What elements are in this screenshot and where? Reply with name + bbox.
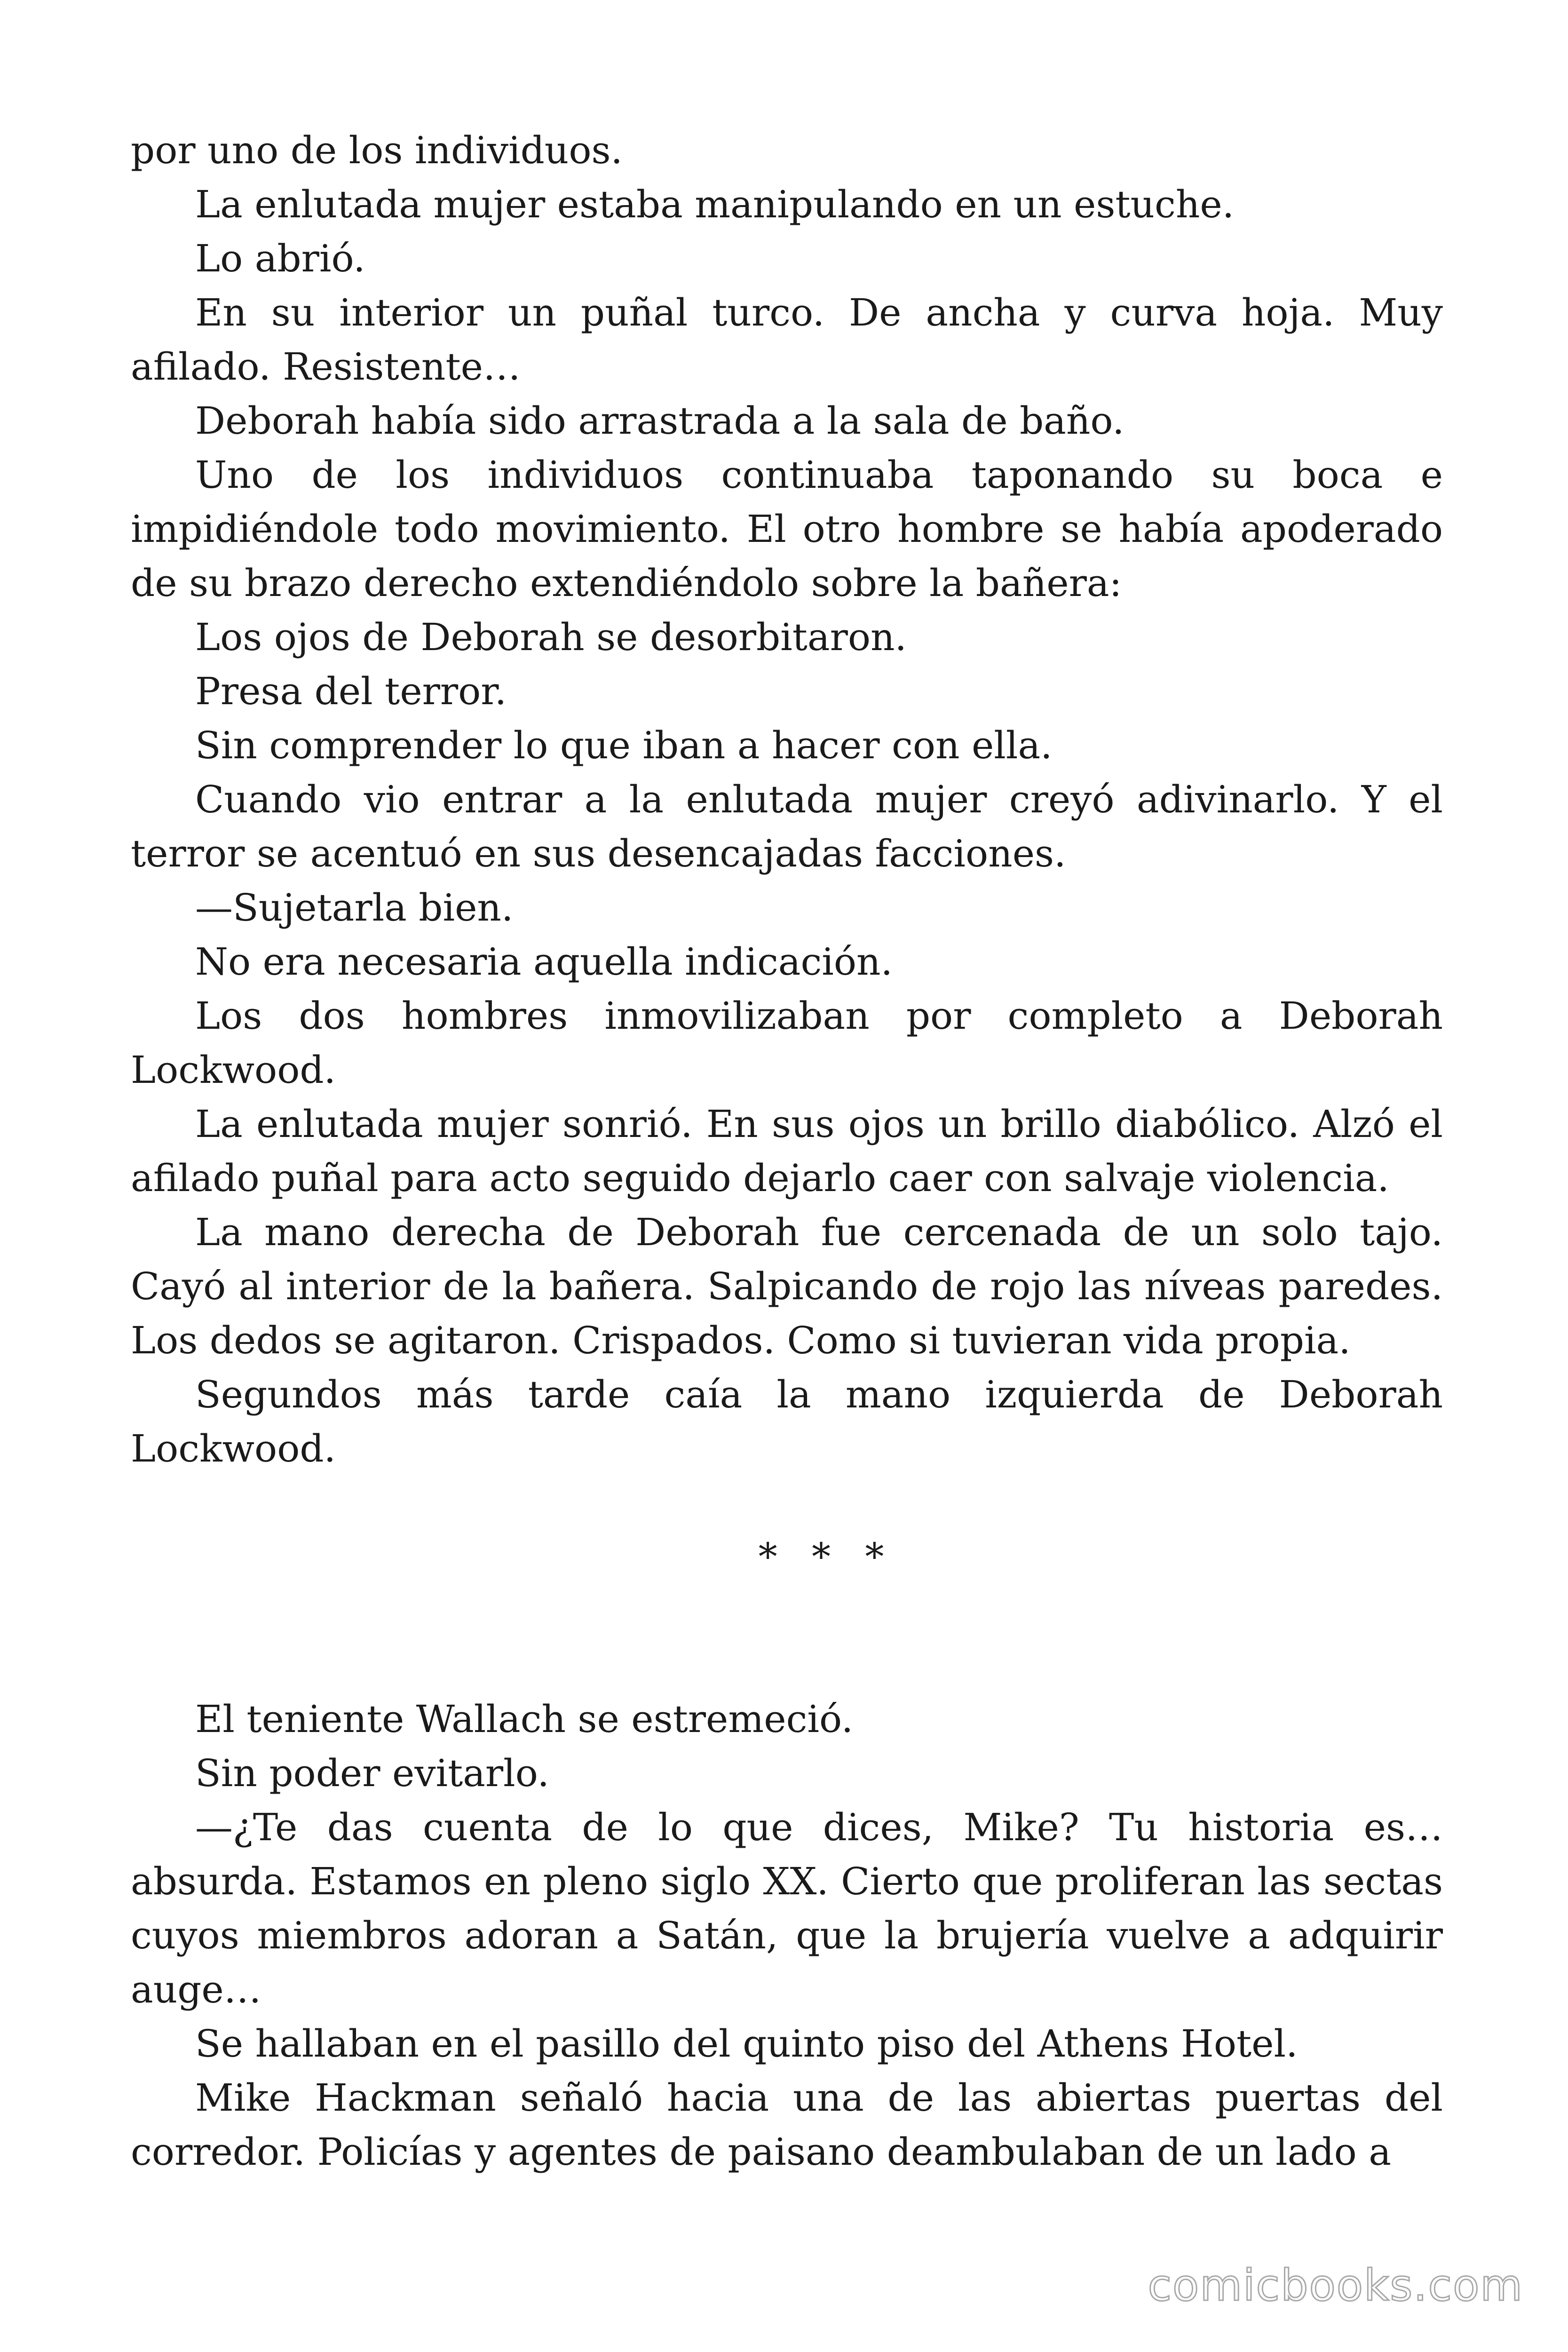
paragraph: Lo abrió. bbox=[195, 237, 365, 280]
paragraph: Los ojos de Deborah se desorbitaron. bbox=[195, 615, 907, 659]
paragraph: La enlutada mujer estaba manipulando en un estuche. bbox=[195, 183, 1235, 226]
section-separator: * * * bbox=[758, 1535, 895, 1579]
paragraph: por uno de los individuos. bbox=[131, 128, 623, 172]
paragraph: El teniente Wallach se estremeció. bbox=[195, 1697, 854, 1741]
paragraph: Presa del terror. bbox=[195, 669, 507, 713]
paragraph: Cuando vio entrar a la enlutada mujer creyó adivinarlo. Y el terror se acentuó en sus desencajadas facciones. bbox=[131, 778, 1443, 875]
paragraph: Segundos más tarde caía la mano izquierda de Deborah Lockwood. bbox=[131, 1373, 1443, 1470]
paragraph: No era necesaria aquella indicación. bbox=[195, 940, 893, 984]
paragraph: La mano derecha de Deborah fue cercenada de un solo tajo. Cayó al interior de la bañera. Salpicando de rojo las níveas paredes. Los dedos se agitaron. Crispados. Como si tuvieran vida propia. bbox=[131, 1210, 1443, 1362]
dialogue-line: —Sujetarla bien. bbox=[195, 886, 514, 930]
paragraph: En su interior un puñal turco. De ancha y curva hoja. Muy afilado. Resistente… bbox=[131, 291, 1443, 389]
paragraph: Deborah había sido arrastrada a la sala de baño. bbox=[195, 399, 1125, 443]
dialogue-line: —¿Te das cuenta de lo que dices, Mike? Tu historia es… absurda. Estamos en pleno siglo XX. Cierto que proliferan las sectas cuyos miembros adoran a Satán, que la brujería vuelve a adquirir auge… bbox=[131, 1805, 1443, 2011]
paragraph: Sin comprender lo que iban a hacer con ella. bbox=[195, 723, 1053, 767]
paragraph: La enlutada mujer sonrió. En sus ojos un brillo diabólico. Alzó el afilado puñal para acto seguido dejarlo caer con salvaje violencia. bbox=[131, 1102, 1443, 1200]
paragraph: Se hallaban en el pasillo del quinto piso del Athens Hotel. bbox=[195, 2022, 1298, 2066]
watermark-text: comicbooks.com bbox=[1148, 2260, 1523, 2311]
book-page bbox=[131, 123, 1443, 2179]
paragraph: Los dos hombres inmovilizaban por completo a Deborah Lockwood. bbox=[131, 994, 1443, 1092]
paragraph: Uno de los individuos continuaba taponando su boca e impidiéndole todo movimiento. El otro hombre se había apoderado de su brazo derecho extendiéndolo sobre la bañera: bbox=[131, 453, 1443, 605]
paragraph: Mike Hackman señaló hacia una de las abiertas puertas del corredor. Policías y agentes de paisano deambulaban de un lado a bbox=[131, 2076, 1443, 2174]
paragraph: Sin poder evitarlo. bbox=[195, 1751, 549, 1795]
